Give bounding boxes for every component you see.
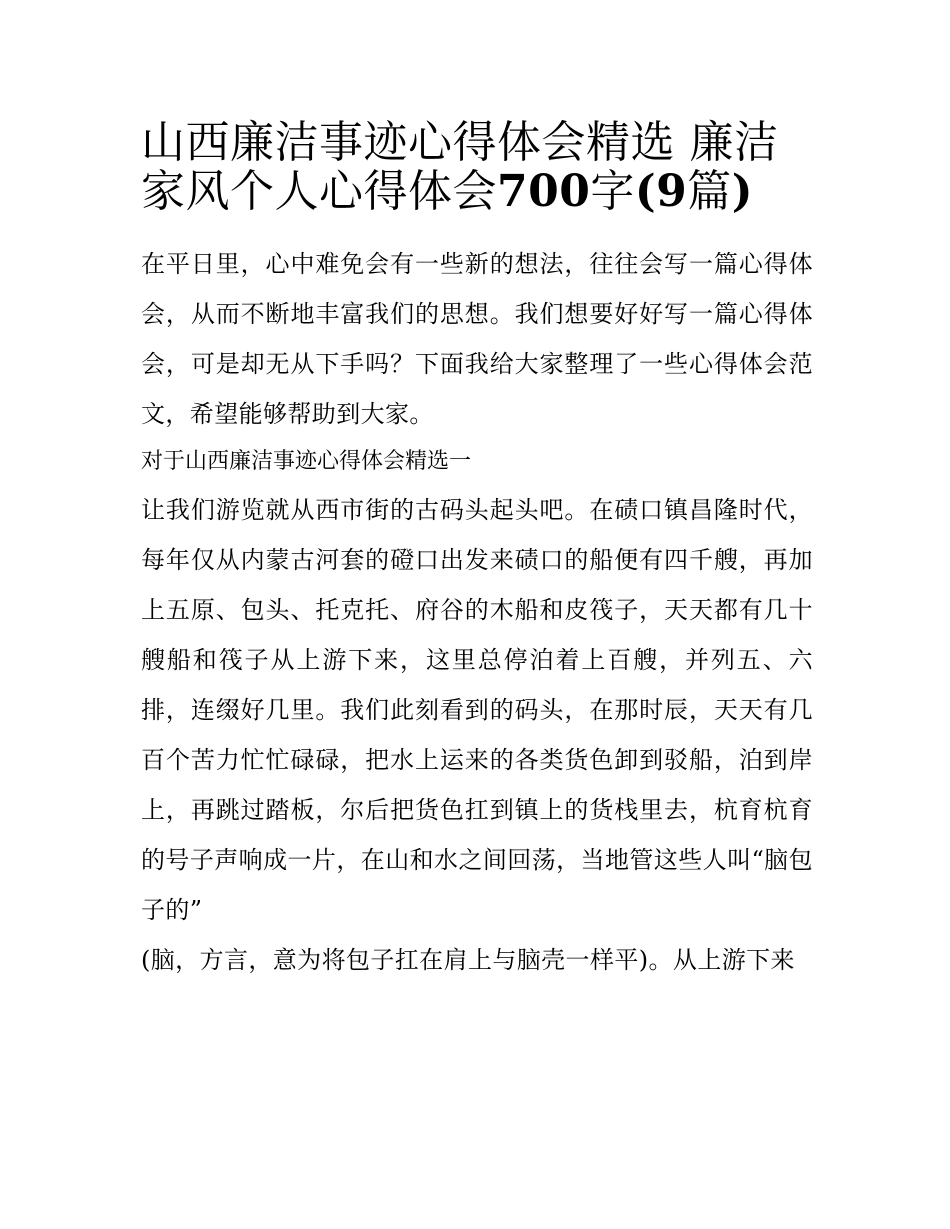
intro-paragraph: 在平日里，心中难免会有一些新的想法，往往会写一篇心得体会，从而不断地丰富我们的思想。我们想要好好写一篇心得体会，可是却无从下手吗？下面我给大家整理了一些心得体会范文，希望能够帮助到大家。 bbox=[141, 249, 813, 428]
title-number-part: 700 bbox=[497, 166, 591, 218]
title-number-part: ) bbox=[731, 166, 754, 218]
document-title: 山西廉洁事迹心得体会精选 廉洁家风个人心得体会700字(9篇) bbox=[141, 117, 779, 218]
document-page bbox=[141, 118, 813, 985]
body-paragraph-1: 让我们游览就从西市街的古码头起头吧。在碛口镇昌隆时代，每年仅从内蒙古河套的磴口出发来碛口的船便有四千艘，再加上五原、包头、托克托、府谷的木船和皮筏子，天天都有几十艘船和筏子从上游下来，这里总停泊着上百艘，并列五、六排，连缀好几里。我们此刻看到的码头，在那时辰，天天有几百个苦力忙忙碌碌，把水上运来的各类货色卸到驳船，泊到岸上，再跳过踏板，尔后把货色扛到镇上的货栈里去，杭育杭育的号子声响成一片，在山和水之间回荡，当地管这些人叫“脑包子的” bbox=[141, 495, 813, 924]
title-number-part: (9 bbox=[634, 166, 688, 218]
section-heading: 对于山西廉洁事迹心得体会精选一 bbox=[141, 448, 472, 474]
body-paragraph-2: (脑，方言，意为将包子扛在肩上与脑壳一样平)。从上游下来 bbox=[141, 945, 795, 974]
